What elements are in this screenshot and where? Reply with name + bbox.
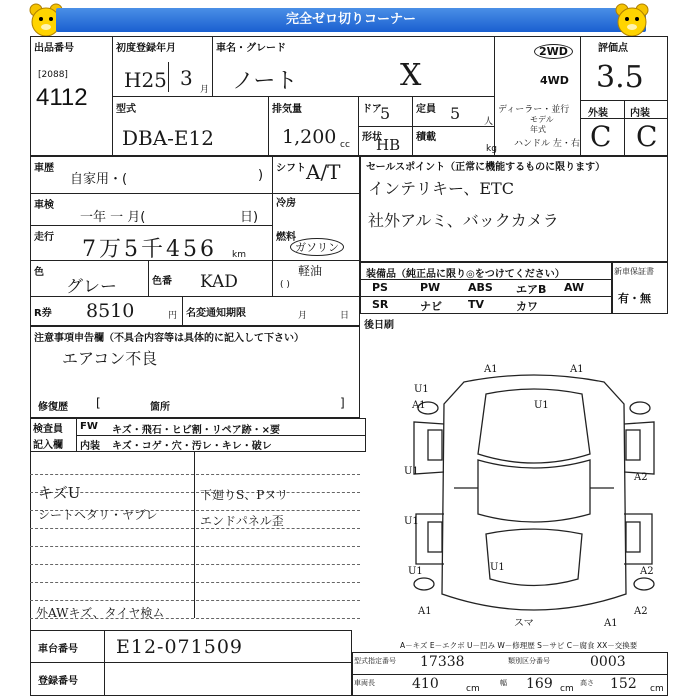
damage-mark: A2 (640, 566, 654, 577)
fuel-label: 燃料 (276, 232, 296, 243)
equipment-item: TV (468, 298, 485, 311)
remark-left3: 外AWキズ、タイヤ検ム (36, 606, 165, 620)
remark-rule (30, 582, 360, 583)
damage-mark: U1 (408, 566, 423, 577)
recycle-unit: 円 (168, 311, 178, 321)
repair-label: 修復歴 (38, 402, 68, 413)
capacity-value: 5 (450, 104, 461, 123)
notes-text: エアコン不良 (62, 349, 158, 368)
damage-mark: A2 (634, 472, 648, 483)
capacity-label: 定員 (416, 104, 436, 115)
color-label: 色 (34, 267, 44, 278)
drive-4wd: 4WD (540, 74, 569, 87)
equipment-item: カワ (516, 300, 538, 313)
fuel-paren: ( ) (280, 280, 290, 290)
lot-label: 出品番号 (34, 43, 74, 54)
remark-rule (30, 564, 360, 565)
check-label2: 記入欄 (33, 440, 63, 451)
spec-len-label: 車両長 (354, 679, 375, 687)
check-label1: 検査員 (33, 424, 63, 435)
equipment-item: エアB (516, 283, 547, 296)
legend-text: A－キズ E－エクボ U－凹み W－修理歴 S－サビ C－腐食 XX－交換要 (400, 641, 638, 650)
mileage-label: 走行 (34, 232, 54, 243)
rating-score: 3.5 (596, 60, 644, 95)
car-name: ノート (232, 69, 298, 94)
new-car-label: 新車保証書 (614, 267, 654, 276)
new-car-value: 有・無 (618, 292, 651, 305)
damage-mark: U1 (404, 516, 419, 527)
rating-int-label: 内装 (630, 108, 650, 119)
equipment-item: SR (372, 298, 389, 311)
doors-label: ドア (362, 104, 382, 115)
remark-right1: 下廻りS、Pヌリ (200, 488, 289, 502)
check-row1: キズ・飛石・ヒビ割・リペア跡・×要 (112, 425, 280, 436)
displacement-label: 排気量 (272, 104, 302, 115)
spec-form-label: 型式指定番号 (354, 657, 396, 665)
spec-len: 410 (412, 676, 439, 692)
spec-hgt: 152 (610, 676, 637, 692)
equipment-item: ABS (468, 281, 493, 294)
damage-mark: U1 (404, 466, 419, 477)
remark-left2: シートヘタリ・ヤブレ (38, 508, 158, 522)
color-value: グレー (66, 277, 117, 297)
color-code: KAD (200, 272, 238, 292)
registration-month: 3 (180, 66, 193, 90)
repair-places: 箇所 (150, 402, 170, 413)
remark-rule (30, 600, 360, 601)
registration-year: H25 (124, 68, 167, 92)
spec-hgt-unit: cm (650, 684, 664, 694)
shape-label: 形状 (362, 132, 382, 143)
recycle-label: R券 (34, 308, 52, 319)
sales-line1: インテリキー、ETC (368, 179, 514, 198)
remark-rule (30, 474, 360, 475)
sales-label: セールスポイント（正常に機能するものに限ります） (366, 162, 606, 173)
damage-mark: A1 (604, 618, 618, 629)
color-code-label: 色番 (152, 276, 172, 287)
chassis-label: 車台番号 (38, 644, 78, 655)
car-grade: X (400, 58, 422, 93)
mileage-value: 7万5千456 (82, 237, 217, 262)
damage-mark: A1 (412, 400, 426, 411)
equipment-item: PS (372, 281, 388, 294)
displacement-unit: cc (340, 140, 350, 150)
lot-number: 4112 (36, 84, 88, 111)
repair-close: ] (340, 396, 345, 410)
banner-title: 完全ゼロ切りコーナー (56, 8, 646, 32)
displacement-value: 1,200 (282, 126, 337, 148)
bear-mascot-right-icon (612, 2, 652, 38)
mileage-unit: km (232, 250, 246, 260)
cooler-label: 冷房 (276, 198, 296, 209)
lot-sub: [2088] (38, 70, 68, 80)
drive-2wd: 2WD (534, 44, 573, 59)
damage-mark: U1 (414, 384, 429, 395)
load-label: 積載 (416, 132, 436, 143)
shift-value: A/T (306, 160, 341, 184)
spec-wid-unit: cm (560, 684, 574, 694)
recycle-value: 8510 (86, 300, 135, 322)
fuel-diesel: 軽油 (298, 264, 323, 278)
load-unit: kg (486, 144, 497, 154)
damage-mark: U1 (534, 400, 549, 411)
inspection-value: 一年 一 月( (80, 210, 146, 225)
sales-line2: 社外アルミ、バックカメラ (368, 211, 559, 230)
doors-value: 5 (380, 104, 391, 123)
shift-label: シフト (276, 163, 306, 174)
change-month: 月 (298, 311, 308, 321)
damage-mark: A1 (570, 364, 584, 375)
damage-mark: U1 (490, 562, 505, 573)
inspection-day: 日) (240, 210, 259, 225)
spec-wid-label: 幅 (500, 679, 507, 687)
history-label: 車歴 (34, 163, 54, 174)
equipment-item: ナビ (420, 300, 442, 313)
dealer-line4: ハンドル 左・右 (514, 139, 580, 149)
aftermarket-label: 後日刷 (364, 320, 394, 331)
rating-ext: C (590, 120, 612, 153)
fuel-gasoline: ガソリン (290, 238, 344, 256)
repair-bracket: [ (96, 396, 101, 410)
spec-class-label: 類別区分番号 (508, 657, 550, 665)
car-label: 車名・グレード (216, 43, 286, 54)
dealer-line3: 年式 (530, 125, 546, 134)
change-label: 名変通知期限 (186, 308, 246, 319)
rating-ext-label: 外装 (588, 108, 608, 119)
shape-value: HB (376, 136, 401, 154)
spec-form: 17338 (420, 654, 465, 670)
remark-rule (30, 546, 360, 547)
plate-label: 登録番号 (38, 676, 78, 687)
damage-mark: スマ (514, 618, 534, 629)
spec-wid: 169 (526, 676, 553, 692)
chassis-value: E12-071509 (116, 636, 243, 658)
spec-hgt-label: 高さ (580, 679, 594, 687)
spec-class: 0003 (590, 654, 626, 670)
remark-rule (30, 528, 360, 529)
history-value: 自家用・( (70, 172, 128, 187)
dealer-line1: ディーラー・並行 (498, 105, 570, 115)
notes-label: 注意事項申告欄（不具合内容等は具体的に記入して下さい） (34, 333, 304, 344)
damage-mark: A1 (418, 606, 432, 617)
change-day: 日 (340, 311, 350, 321)
check-fw: FW (80, 421, 98, 432)
model-value: DBA-E12 (122, 126, 214, 150)
check-inner: 内装 (80, 441, 100, 452)
damage-mark: A1 (484, 364, 498, 375)
remark-left1: キズU (38, 484, 81, 502)
registration-month-unit: 月 (200, 85, 210, 95)
dealer-line2: モデル (530, 115, 554, 124)
equipment-label: 装備品（純正品に限り◎をつけてください） (366, 269, 565, 280)
model-label: 型式 (116, 104, 136, 115)
registration-label: 初度登録年月 (116, 43, 176, 54)
damage-mark: A2 (634, 606, 648, 617)
car-damage-diagram (394, 364, 674, 636)
equipment-item: AW (564, 281, 585, 294)
spec-len-unit: cm (466, 684, 480, 694)
equipment-item: PW (420, 281, 441, 294)
rating-int: C (636, 120, 658, 153)
rating-label: 評価点 (598, 43, 628, 54)
check-row2: キズ・コゲ・穴・汚レ・キレ・破レ (112, 441, 272, 452)
capacity-unit: 人 (484, 117, 494, 127)
inspection-label: 車検 (34, 200, 54, 211)
history-close: ) (258, 168, 264, 183)
remark-right2: エンドパネル歪 (200, 514, 284, 528)
